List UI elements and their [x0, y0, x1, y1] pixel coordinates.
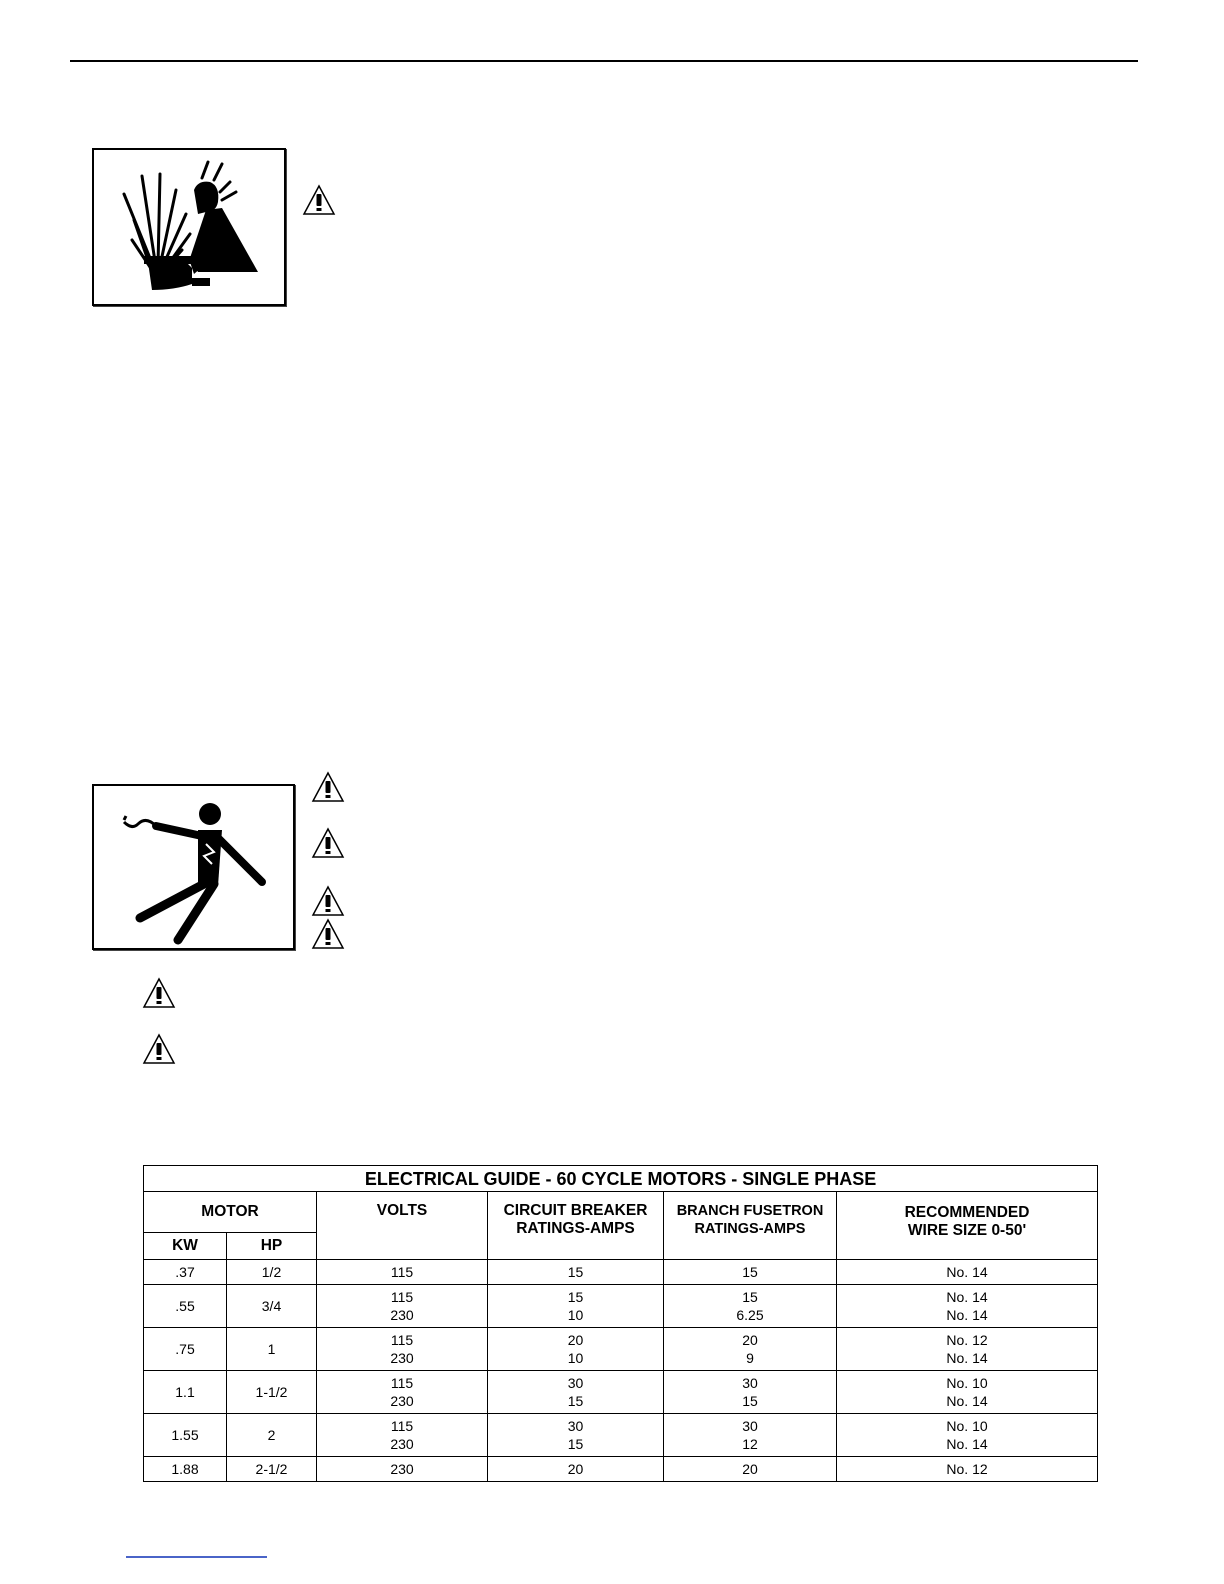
- wire-cell: [837, 1371, 1098, 1414]
- fusetron-cell-value: 20: [742, 1332, 758, 1348]
- wire-cell-value: No. 12: [946, 1461, 988, 1477]
- fusetron-cell-value: 15: [742, 1289, 758, 1305]
- fusetron-cell: [664, 1414, 837, 1457]
- volts-cell-value: 115: [390, 1418, 414, 1434]
- breaker-cell: [488, 1260, 664, 1285]
- breaker-cell: [488, 1371, 664, 1414]
- breaker-cell-value: 15: [567, 1264, 584, 1280]
- header-rule: [70, 60, 1138, 62]
- kw-cell: 1.1: [144, 1371, 227, 1414]
- kw-cell: .37: [144, 1260, 227, 1285]
- volts-cell-value: 115: [390, 1375, 414, 1391]
- warning-triangle-icon: [311, 827, 345, 859]
- fusetron-cell-value: 20: [742, 1461, 758, 1477]
- breaker-cell: [488, 1285, 664, 1328]
- breaker-cell-value: 20: [567, 1332, 584, 1348]
- table-row: [144, 1285, 1098, 1328]
- volts-cell-value: 230: [390, 1350, 414, 1366]
- volts-cell-value: 230: [390, 1393, 414, 1409]
- volts-cell: [317, 1328, 488, 1371]
- volts-cell-value: 230: [390, 1436, 414, 1452]
- breaker-cell-value: 10: [567, 1307, 584, 1323]
- wire-cell: [837, 1457, 1098, 1482]
- warning-triangle-icon: [311, 918, 345, 950]
- fusetron-cell: [664, 1457, 837, 1482]
- explosion-hazard-icon: [92, 148, 286, 306]
- table-row: [144, 1260, 1098, 1285]
- volts-cell: [317, 1285, 488, 1328]
- table-row: [144, 1328, 1098, 1371]
- breaker-cell-value: 30: [567, 1375, 584, 1391]
- fusetron-cell-value: 9: [746, 1350, 754, 1366]
- header-wire-size: RECOMMENDED WIRE SIZE 0-50': [837, 1192, 1098, 1260]
- warning-triangle-icon: [311, 771, 345, 803]
- breaker-cell: [488, 1457, 664, 1482]
- wire-cell-value: No. 10: [946, 1418, 988, 1434]
- volts-cell-value: 230: [390, 1307, 414, 1323]
- breaker-cell-value: 20: [567, 1461, 584, 1477]
- warning-triangle-icon: [311, 885, 345, 917]
- warning-triangle-icon: [302, 184, 336, 216]
- kw-cell: .55: [144, 1285, 227, 1328]
- header-kw: KW: [144, 1233, 227, 1260]
- wire-cell-value: No. 10: [946, 1375, 988, 1391]
- fusetron-cell-value: 6.25: [736, 1307, 764, 1323]
- footer-link-underline: [126, 1556, 267, 1558]
- hp-cell: 1-1/2: [227, 1371, 317, 1414]
- table-title: ELECTRICAL GUIDE - 60 CYCLE MOTORS - SINGLE PHASE: [144, 1166, 1098, 1192]
- header-volts: VOLTS: [317, 1192, 488, 1260]
- breaker-cell: [488, 1328, 664, 1371]
- table-row: [144, 1371, 1098, 1414]
- hp-cell: 1: [227, 1328, 317, 1371]
- table-body: [144, 1260, 1098, 1482]
- table-row: [144, 1414, 1098, 1457]
- header-branch-fusetron: BRANCH FUSETRON RATINGS-AMPS: [664, 1192, 837, 1260]
- wire-cell: [837, 1260, 1098, 1285]
- volts-cell: [317, 1414, 488, 1457]
- fusetron-cell-value: 12: [742, 1436, 758, 1452]
- kw-cell: 1.88: [144, 1457, 227, 1482]
- header-circuit-breaker: CIRCUIT BREAKER RATINGS-AMPS: [488, 1192, 664, 1260]
- electrical-guide-table: [143, 1165, 1098, 1482]
- kw-cell: 1.55: [144, 1414, 227, 1457]
- volts-cell: [317, 1260, 488, 1285]
- fusetron-cell-value: 30: [742, 1418, 758, 1434]
- volts-cell-value: 115: [390, 1289, 414, 1305]
- warning-triangle-icon: [142, 977, 176, 1009]
- breaker-cell-value: 30: [567, 1418, 584, 1434]
- wire-cell-value: No. 14: [946, 1264, 988, 1280]
- breaker-cell-value: 10: [567, 1350, 584, 1366]
- breaker-cell-value: 15: [567, 1289, 584, 1305]
- hp-cell: 2-1/2: [227, 1457, 317, 1482]
- volts-cell: [317, 1457, 488, 1482]
- volts-cell-value: 115: [390, 1332, 414, 1348]
- wire-cell-value: No. 14: [946, 1436, 988, 1452]
- header-motor: MOTOR: [144, 1192, 317, 1233]
- hp-cell: 2: [227, 1414, 317, 1457]
- header-hp: HP: [227, 1233, 317, 1260]
- volts-cell: [317, 1371, 488, 1414]
- electric-shock-hazard-icon: [92, 784, 295, 950]
- hp-cell: 3/4: [227, 1285, 317, 1328]
- volts-cell-value: 230: [390, 1461, 414, 1477]
- wire-cell-value: No. 14: [946, 1289, 988, 1305]
- wire-cell: [837, 1285, 1098, 1328]
- wire-cell-value: No. 14: [946, 1350, 988, 1366]
- fusetron-cell-value: 15: [742, 1393, 758, 1409]
- table-row: [144, 1457, 1098, 1482]
- breaker-cell: [488, 1414, 664, 1457]
- wire-cell-value: No. 14: [946, 1307, 988, 1323]
- wire-cell: [837, 1414, 1098, 1457]
- fusetron-cell: [664, 1328, 837, 1371]
- breaker-cell-value: 15: [567, 1436, 584, 1452]
- fusetron-cell: [664, 1371, 837, 1414]
- fusetron-cell: [664, 1285, 837, 1328]
- fusetron-cell-value: 15: [742, 1264, 758, 1280]
- kw-cell: .75: [144, 1328, 227, 1371]
- fusetron-cell: [664, 1260, 837, 1285]
- wire-cell-value: No. 12: [946, 1332, 988, 1348]
- hp-cell: 1/2: [227, 1260, 317, 1285]
- fusetron-cell-value: 30: [742, 1375, 758, 1391]
- volts-cell-value: 115: [390, 1264, 414, 1280]
- wire-cell-value: No. 14: [946, 1393, 988, 1409]
- wire-cell: [837, 1328, 1098, 1371]
- breaker-cell-value: 15: [567, 1393, 584, 1409]
- warning-triangle-icon: [142, 1033, 176, 1065]
